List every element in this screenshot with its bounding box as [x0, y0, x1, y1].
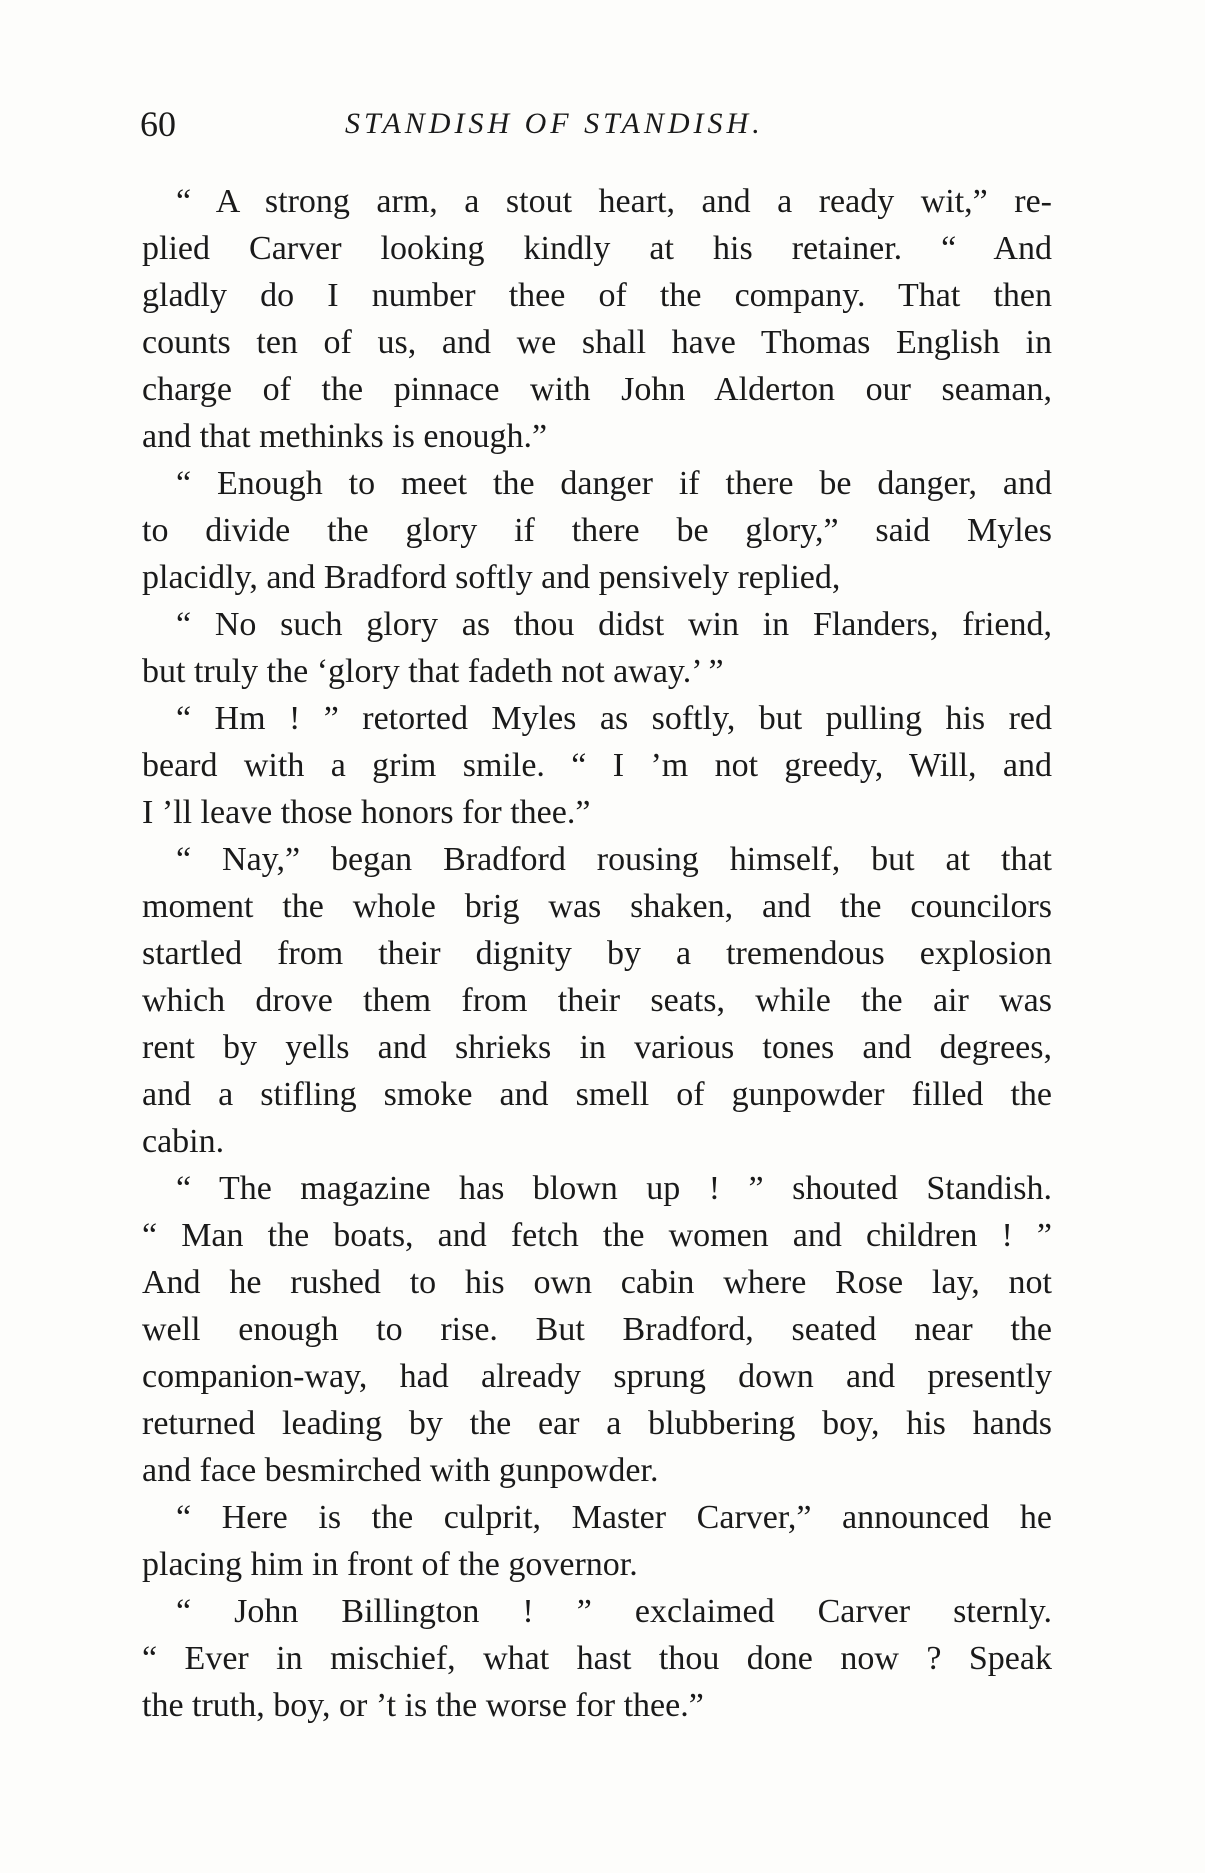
text-line: which drove them from their seats, while the air was	[142, 982, 1052, 1019]
text-line: counts ten of us, and we shall have Thomas English in	[142, 324, 1052, 361]
text-line: and that methinks is enough.”	[142, 418, 548, 455]
text-line: “ Here is the culprit, Master Carver,” announced he	[176, 1499, 1052, 1536]
page-number: 60	[140, 104, 176, 144]
text-line: “ Hm ! ” retorted Myles as softly, but pulling his red	[176, 700, 1052, 737]
text-line: “ Ever in mischief, what hast thou done now ? Speak	[142, 1640, 1052, 1677]
text-line: rent by yells and shrieks in various tones and degrees,	[142, 1029, 1052, 1066]
text-line: “ Enough to meet the danger if there be danger, and	[176, 465, 1052, 502]
text-line: companion-way, had already sprung down and presently	[142, 1358, 1052, 1395]
text-line: “ The magazine has blown up ! ” shouted Standish.	[176, 1170, 1052, 1207]
text-line: well enough to rise. But Bradford, seated near the	[142, 1311, 1052, 1348]
text-line: beard with a grim smile. “ I ’m not greedy, Will, and	[142, 747, 1052, 784]
text-line: and face besmirched with gunpowder.	[142, 1452, 659, 1489]
text-line: “ A strong arm, a stout heart, and a ready wit,” re-	[176, 183, 1052, 220]
text-line: cabin.	[142, 1123, 225, 1160]
text-line: moment the whole brig was shaken, and the councilors	[142, 888, 1052, 925]
running-head: STANDISH OF STANDISH.	[345, 107, 764, 140]
text-line: charge of the pinnace with John Alderton our seaman,	[142, 371, 1052, 408]
text-line: plied Carver looking kindly at his retainer. “ And	[142, 230, 1052, 267]
text-line: “ No such glory as thou didst win in Flanders, friend,	[176, 606, 1052, 643]
text-line: to divide the glory if there be glory,” said Myles	[142, 512, 1052, 549]
text-line: placidly, and Bradford softly and pensively replied,	[142, 559, 841, 596]
text-line: the truth, boy, or ’t is the worse for thee.”	[142, 1687, 704, 1724]
text-line: but truly the ‘glory that fadeth not away.’ ”	[142, 653, 724, 690]
text-line: returned leading by the ear a blubbering boy, his hands	[142, 1405, 1052, 1442]
body-text	[142, 178, 1052, 1729]
text-line: I ’ll leave those honors for thee.”	[142, 794, 591, 831]
text-line: placing him in front of the governor.	[142, 1546, 638, 1583]
page-header	[140, 96, 1070, 152]
text-line: startled from their dignity by a tremendous explosion	[142, 935, 1052, 972]
text-line: and a stifling smoke and smell of gunpowder filled the	[142, 1076, 1052, 1113]
text-line: And he rushed to his own cabin where Rose lay, not	[142, 1264, 1052, 1301]
text-line: “ Man the boats, and fetch the women and children ! ”	[142, 1217, 1052, 1254]
text-line: “ Nay,” began Bradford rousing himself, but at that	[176, 841, 1052, 878]
text-line: “ John Billington ! ” exclaimed Carver sternly.	[176, 1593, 1052, 1630]
text-line: gladly do I number thee of the company. That then	[142, 277, 1052, 314]
